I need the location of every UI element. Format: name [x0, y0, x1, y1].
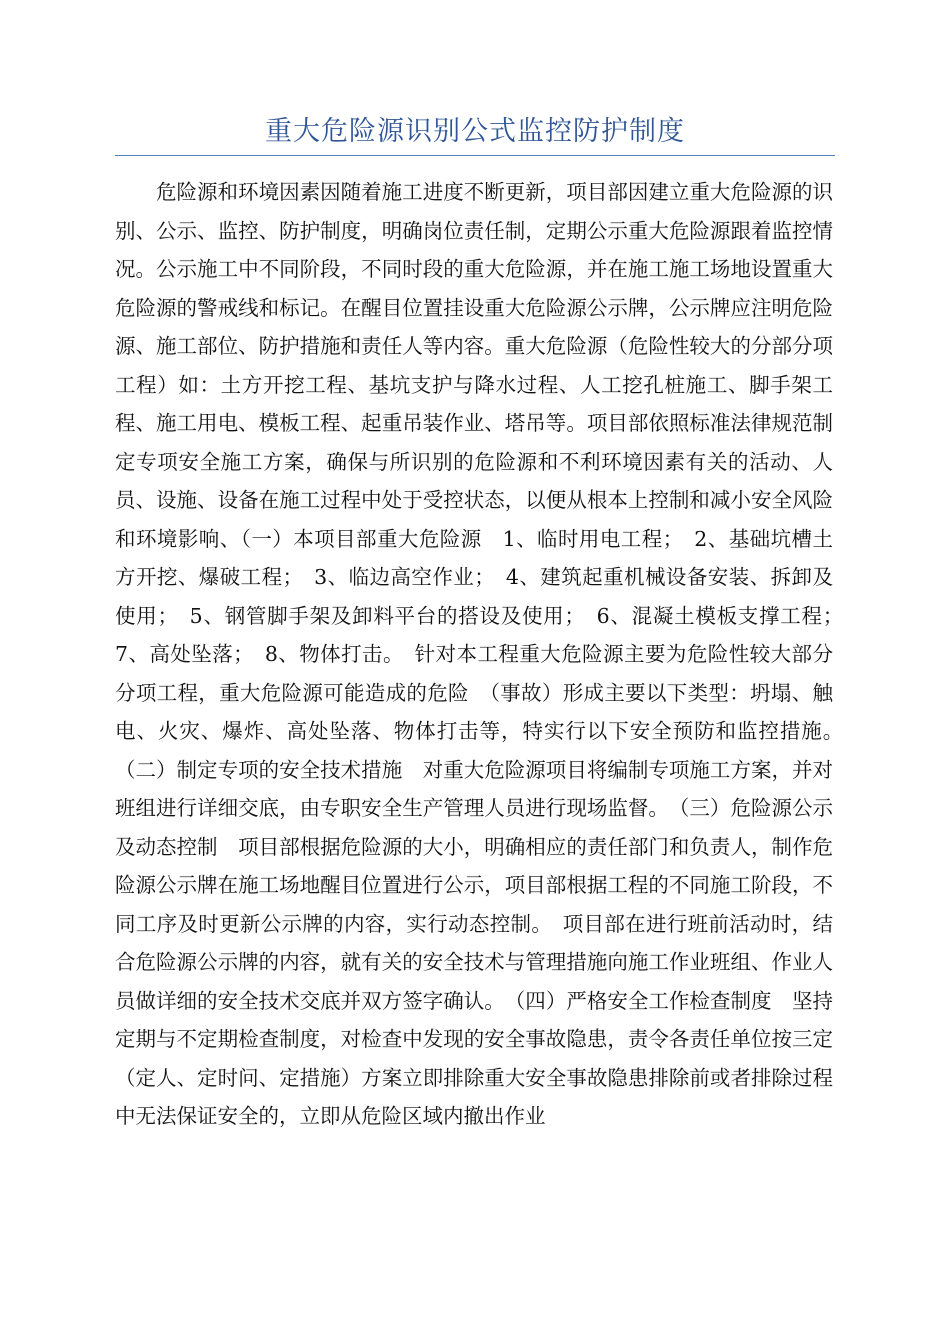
- title-underline-rule: [115, 155, 835, 156]
- document-body-paragraph: 危险源和环境因素因随着施工进度不断更新，项目部因建立重大危险源的识别、公示、监控、防护制度，明确岗位责任制，定期公示重大危险源跟着监控情况。公示施工中不同阶段，不同时段的重大危险源，并在施工施工场地设置重大危险源的警戒线和标记。在醒目位置挂设重大危险源公示牌，公示牌应注明危险源、施工部位、防护措施和责任人等内容。重大危险源（危险性较大的分部分项工程）如：土方开挖工程、基坑支护与降水过程、人工挖孔桩施工、脚手架工程、施工用电、模板工程、起重吊装作业、塔吊等。项目部依照标准法律规范制定专项安全施工方案，确保与所识别的危险源和不利环境因素有关的活动、人员、设施、设备在施工过程中处于受控状态，以便从根本上控制和减小安全风险和环境影响、（一）本项目部重大危险源 1、临时用电工程； 2、基础坑槽土方开挖、爆破工程； 3、临边高空作业； 4、建筑起重机械设备安装、拆卸及使用； 5、钢管脚手架及卸料平台的搭设及使用； 6、混凝土模板支撑工程； 7、高处坠落； 8、物体打击。 针对本工程重大危险源主要为危险性较大部分分项工程，重大危险源可能造成的危险 （事故）形成主要以下类型：坍塌、触电、火灾、爆炸、高处坠落、物体打击等，特实行以下安全预防和监控措施。 （二）制定专项的安全技术措施 对重大危险源项目将编制专项施工方案，并对班组进行详细交底，由专职安全生产管理人员进行现场监督。 （三）危险源公示及动态控制 项目部根据危险源的大小，明确相应的责任部门和负责人，制作危险源公示牌在施工场地醒目位置进行公示，项目部根据工程的不同施工阶段，不同工序及时更新公示牌的内容，实行动态控制。 项目部在进行班前活动时，结合危险源公示牌的内容，就有关的安全技术与管理措施向施工作业班组、作业人员做详细的安全技术交底并双方签字确认。 （四）严格安全工作检查制度 坚持定期与不定期检查制度，对检查中发现的安全事故隐患，责令各责任单位按三定（定人、定时问、定措施）方案立即排除重大安全事故隐患排除前或者排除过程中无法保证安全的，立即从危险区域内撤出作业: [115, 180, 854, 1128]
- document-title: 重大危险源识别公式监控防护制度: [265, 116, 685, 147]
